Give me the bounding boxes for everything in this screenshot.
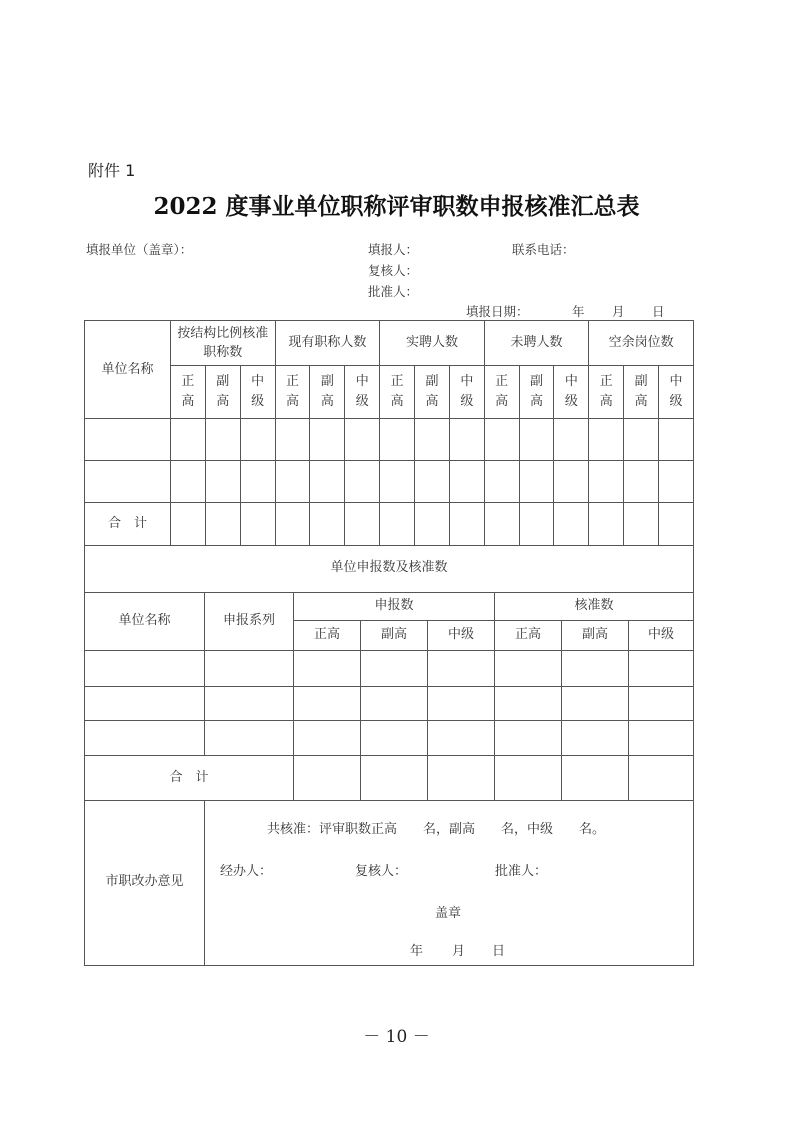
- level-header: 副高: [310, 366, 345, 419]
- count-cell[interactable]: [554, 461, 589, 503]
- count-cell[interactable]: [484, 503, 519, 546]
- approver-label: 批准人：: [368, 284, 419, 299]
- total-row: [85, 755, 694, 800]
- unit-name-cell[interactable]: [85, 720, 205, 755]
- count-cell[interactable]: [428, 755, 495, 800]
- count-cell[interactable]: [361, 720, 428, 755]
- series-cell[interactable]: [205, 686, 294, 720]
- count-cell[interactable]: [380, 503, 415, 546]
- level-header: 正高: [294, 620, 361, 650]
- count-cell[interactable]: [554, 503, 589, 546]
- count-cell[interactable]: [484, 419, 519, 461]
- level-header: 中级: [345, 366, 380, 419]
- level-header: 副高: [361, 620, 428, 650]
- count-cell[interactable]: [629, 720, 694, 755]
- group-header: 现有职称人数: [275, 321, 380, 366]
- count-cell[interactable]: [624, 503, 659, 546]
- level-header: 正高: [171, 366, 206, 419]
- count-cell[interactable]: [361, 755, 428, 800]
- total-row: [85, 503, 694, 546]
- count-cell[interactable]: [380, 419, 415, 461]
- level-header: 正高: [589, 366, 624, 419]
- unit-name-cell[interactable]: [85, 686, 205, 720]
- count-cell[interactable]: [205, 419, 240, 461]
- count-cell[interactable]: [345, 503, 380, 546]
- fill-unit-label: 填报单位（盖章）：: [86, 242, 193, 257]
- count-cell[interactable]: [275, 419, 310, 461]
- count-cell[interactable]: [294, 720, 361, 755]
- approval-line: 共核准：评审职数正高 名，副高 名，中级 名。: [267, 822, 606, 837]
- unit-name-header: 单位名称: [85, 592, 205, 650]
- count-cell[interactable]: [629, 755, 694, 800]
- count-cell[interactable]: [294, 650, 361, 686]
- count-cell[interactable]: [294, 755, 361, 800]
- reviewer-label: 复核人：: [368, 263, 419, 278]
- table-row: [85, 650, 694, 686]
- count-cell[interactable]: [659, 419, 694, 461]
- count-cell[interactable]: [171, 503, 206, 546]
- level-header: 中级: [659, 366, 694, 419]
- count-cell[interactable]: [205, 503, 240, 546]
- count-cell[interactable]: [589, 419, 624, 461]
- level-header: 正高: [484, 366, 519, 419]
- seal-label: 盖章: [435, 906, 462, 921]
- level-header: 正高: [380, 366, 415, 419]
- count-cell[interactable]: [205, 461, 240, 503]
- count-cell[interactable]: [310, 503, 345, 546]
- staffing-table: [84, 320, 694, 546]
- series-cell[interactable]: [205, 650, 294, 686]
- count-cell[interactable]: [240, 419, 275, 461]
- date-year: 年: [410, 944, 424, 959]
- group-header: 按结构比例核准职称数: [171, 321, 276, 366]
- fill-date-label: 填报日期：: [466, 304, 529, 319]
- level-header: 副高: [519, 366, 554, 419]
- count-cell[interactable]: [449, 503, 484, 546]
- count-cell[interactable]: [589, 503, 624, 546]
- attachment-label: 附件 1: [88, 161, 136, 180]
- count-cell[interactable]: [171, 419, 206, 461]
- count-cell[interactable]: [562, 686, 629, 720]
- count-cell[interactable]: [380, 461, 415, 503]
- count-cell[interactable]: [629, 686, 694, 720]
- unit-name-cell[interactable]: [85, 650, 205, 686]
- level-header: 副高: [562, 620, 629, 650]
- table-row: [85, 461, 694, 503]
- level-header: 中级: [554, 366, 589, 419]
- count-cell[interactable]: [624, 461, 659, 503]
- unit-name-header: 单位名称: [85, 321, 171, 419]
- section-title: 单位申报数及核准数: [85, 545, 694, 592]
- count-cell[interactable]: [554, 419, 589, 461]
- count-cell[interactable]: [495, 755, 562, 800]
- level-header: 副高: [415, 366, 450, 419]
- handler-label: 经办人：: [220, 864, 273, 879]
- level-header: 中级: [428, 620, 495, 650]
- count-cell[interactable]: [310, 461, 345, 503]
- count-cell[interactable]: [428, 720, 495, 755]
- count-cell[interactable]: [310, 419, 345, 461]
- count-cell[interactable]: [428, 650, 495, 686]
- page-number: － 10 －: [363, 1027, 430, 1047]
- count-cell[interactable]: [562, 720, 629, 755]
- count-cell[interactable]: [562, 755, 629, 800]
- count-cell[interactable]: [415, 503, 450, 546]
- count-cell[interactable]: [294, 686, 361, 720]
- opinion-label: 市职改办意见: [85, 800, 205, 965]
- table-row: [85, 686, 694, 720]
- count-cell[interactable]: [484, 461, 519, 503]
- unit-name-cell[interactable]: [85, 461, 171, 503]
- reviewer-label: 复核人：: [355, 864, 408, 879]
- declared-header: 申报数: [294, 592, 495, 620]
- count-cell[interactable]: [589, 461, 624, 503]
- count-cell[interactable]: [345, 419, 380, 461]
- series-cell[interactable]: [205, 720, 294, 755]
- count-cell[interactable]: [449, 419, 484, 461]
- count-cell[interactable]: [519, 503, 554, 546]
- phone-label: 联系电话：: [512, 242, 575, 257]
- count-cell[interactable]: [240, 503, 275, 546]
- date-day: 日: [652, 304, 665, 319]
- total-label: 合 计: [85, 755, 294, 800]
- level-header: 中级: [240, 366, 275, 419]
- count-cell[interactable]: [629, 650, 694, 686]
- count-cell[interactable]: [171, 461, 206, 503]
- count-cell[interactable]: [449, 461, 484, 503]
- opinion-table: [84, 800, 694, 966]
- count-cell[interactable]: [361, 650, 428, 686]
- count-cell[interactable]: [345, 461, 380, 503]
- count-cell[interactable]: [624, 419, 659, 461]
- table-row: [85, 720, 694, 755]
- page-title: 2022 度事业单位职称评审职数申报核准汇总表: [153, 193, 640, 220]
- count-cell[interactable]: [495, 650, 562, 686]
- count-cell[interactable]: [519, 461, 554, 503]
- level-header: 正高: [495, 620, 562, 650]
- table-row: [85, 419, 694, 461]
- count-cell[interactable]: [659, 503, 694, 546]
- count-cell[interactable]: [240, 461, 275, 503]
- count-cell[interactable]: [361, 686, 428, 720]
- group-header: 未聘人数: [484, 321, 589, 366]
- count-cell[interactable]: [428, 686, 495, 720]
- date-year: 年: [572, 304, 585, 319]
- level-header: 副高: [624, 366, 659, 419]
- approved-header: 核准数: [495, 592, 694, 620]
- unit-name-cell[interactable]: [85, 419, 171, 461]
- count-cell[interactable]: [659, 461, 694, 503]
- date-month: 月: [452, 944, 466, 959]
- opinion-cell: [205, 800, 694, 965]
- count-cell[interactable]: [495, 686, 562, 720]
- approver-label: 批准人：: [495, 864, 548, 879]
- group-header: 实聘人数: [380, 321, 485, 366]
- level-header: 正高: [275, 366, 310, 419]
- level-header: 中级: [449, 366, 484, 419]
- date-month: 月: [612, 304, 625, 319]
- declaration-table: [84, 545, 694, 801]
- group-header: 空余岗位数: [589, 321, 694, 366]
- count-cell[interactable]: [275, 503, 310, 546]
- series-header: 申报系列: [205, 592, 294, 650]
- count-cell[interactable]: [275, 461, 310, 503]
- level-header: 副高: [205, 366, 240, 419]
- date-day: 日: [492, 944, 506, 959]
- level-header: 中级: [629, 620, 694, 650]
- count-cell[interactable]: [415, 461, 450, 503]
- total-label: 合 计: [85, 503, 171, 546]
- filler-label: 填报人：: [368, 242, 419, 257]
- count-cell[interactable]: [519, 419, 554, 461]
- count-cell[interactable]: [415, 419, 450, 461]
- count-cell[interactable]: [495, 720, 562, 755]
- count-cell[interactable]: [562, 650, 629, 686]
